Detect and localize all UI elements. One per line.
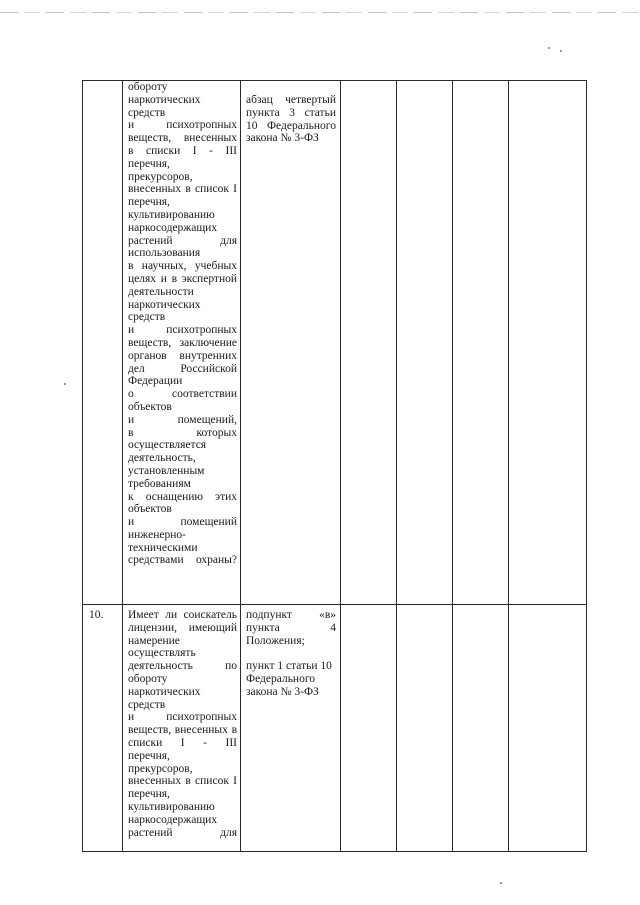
question-text: [123, 605, 240, 839]
scan-speck: [560, 50, 562, 52]
question-line: веществ, внесенных в: [128, 724, 237, 737]
question-line: прекурсоров,: [128, 762, 193, 775]
question-line: наркосодержащих: [128, 813, 218, 826]
question-line: культивированию: [128, 800, 215, 813]
reference-cell: [241, 605, 341, 852]
question-line: целях и в экспертной: [128, 272, 237, 285]
question-line: веществ, заключение: [128, 336, 237, 349]
question-line: прекурсоров,: [128, 170, 193, 183]
question-line: в которых: [128, 426, 237, 439]
question-line: наркотических: [128, 298, 201, 311]
question-line: Федерации: [128, 375, 183, 388]
question-line: наркотических: [128, 93, 201, 106]
checklist-table: [82, 80, 587, 852]
question-line: лицензии, имеющий: [128, 621, 237, 634]
reference-line: Положения;: [246, 634, 305, 647]
reference-cell: [241, 81, 341, 605]
reference-text: [241, 81, 340, 145]
answer-cell-no[interactable]: [397, 81, 453, 605]
reference-line: абзац четвертый: [246, 94, 336, 106]
scan-speck: [548, 47, 550, 49]
question-line: установленным: [128, 464, 205, 477]
question-line: техническими: [128, 541, 198, 554]
question-line: растений для: [128, 234, 237, 247]
question-line: деятельность по: [128, 660, 237, 673]
question-line: о соответствии: [128, 388, 237, 401]
table-row: [83, 81, 587, 605]
answer-cell-yes[interactable]: [341, 605, 397, 852]
question-line: внесенных в список I: [128, 775, 237, 788]
question-line: осуществляется: [128, 439, 207, 452]
answer-cell-no[interactable]: [397, 605, 453, 852]
reference-line: пункта 3 статьи: [246, 106, 336, 119]
question-line: деятельность,: [128, 452, 196, 465]
reference-line: 10 Федерального: [246, 119, 336, 132]
question-cell: [123, 81, 241, 605]
question-line: и психотропных: [128, 324, 237, 337]
answer-cell-na[interactable]: [453, 605, 509, 852]
question-line: объектов: [128, 503, 172, 516]
question-line: средств: [128, 106, 166, 119]
answer-cell-yes[interactable]: [341, 81, 397, 605]
question-line: перечня,: [128, 196, 170, 209]
question-line: в научных, учебных: [128, 260, 237, 273]
question-line: наркотических: [128, 685, 201, 698]
question-line: веществ, внесенных: [128, 132, 237, 145]
row-number-cell: [83, 81, 123, 605]
question-text: [123, 81, 240, 567]
question-line: органов внутренних: [128, 349, 237, 362]
question-line: требованиям: [128, 477, 191, 490]
reference-line: пункт 1 статьи 10: [246, 660, 332, 673]
question-line: перечня,: [128, 157, 170, 170]
question-line: средств: [128, 311, 166, 324]
question-line: наркосодержащих: [128, 221, 218, 234]
row-number: [83, 81, 122, 85]
question-line: и психотропных: [128, 711, 237, 724]
question-line: и помещений: [128, 516, 237, 529]
reference-line: закона № 3-ФЗ: [246, 685, 319, 698]
question-line: использования: [128, 247, 201, 260]
question-line: к оснащению этих: [128, 490, 237, 503]
question-line: дел Российской: [128, 362, 237, 375]
table-row: [83, 605, 587, 852]
scan-speck: [500, 882, 502, 884]
question-cell: [123, 605, 241, 852]
answer-cell-na[interactable]: [453, 81, 509, 605]
reference-line: подпункт «в»: [246, 609, 336, 621]
question-line: списки I - III: [128, 736, 237, 749]
question-line: инженерно-: [128, 528, 186, 541]
question-line: внесенных в список I: [128, 183, 237, 196]
question-line: перечня,: [128, 749, 170, 762]
question-line: и психотропных: [128, 119, 237, 132]
question-line: культивированию: [128, 208, 215, 221]
question-line: обороту: [128, 81, 168, 93]
reference-line: пункта 4: [246, 621, 336, 634]
reference-line: закона № 3-ФЗ: [246, 132, 319, 145]
question-line: Имеет ли соискатель: [128, 609, 237, 621]
row-number-cell: [83, 605, 123, 852]
scan-top-edge: [0, 12, 640, 13]
row-number: 10.: [89, 609, 104, 621]
question-line: обороту: [128, 672, 168, 685]
question-line: в списки I - III: [128, 144, 237, 157]
reference-text: [241, 605, 340, 699]
question-line: средствами охраны?: [128, 554, 237, 567]
answer-cell-notes[interactable]: [509, 605, 587, 852]
question-line: намерение: [128, 634, 180, 647]
question-line: объектов: [128, 400, 172, 413]
question-line: средств: [128, 698, 166, 711]
answer-cell-notes[interactable]: [509, 81, 587, 605]
question-line: деятельности: [128, 285, 194, 298]
question-line: и помещений,: [128, 413, 237, 426]
question-line: перечня,: [128, 788, 170, 801]
question-line: осуществлять: [128, 647, 196, 660]
question-line: растений для: [128, 826, 237, 839]
reference-line: Федерального: [246, 673, 316, 686]
scan-speck: [64, 383, 66, 385]
